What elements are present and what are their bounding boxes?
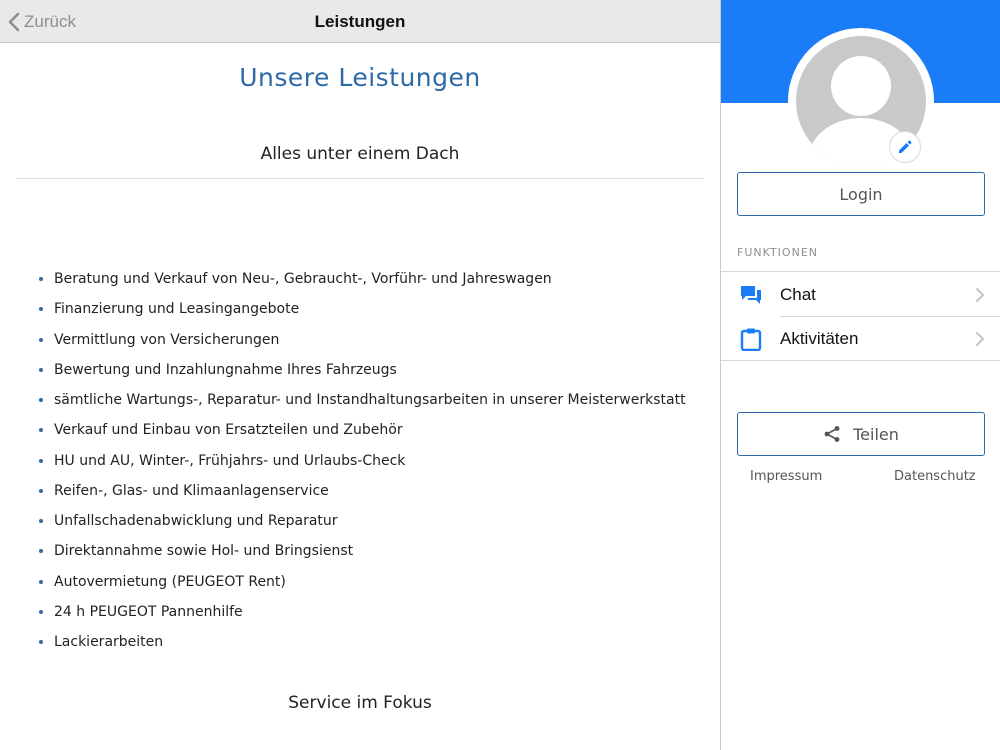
edit-avatar-button[interactable] bbox=[889, 131, 921, 163]
share-icon bbox=[823, 425, 841, 443]
back-label: Zurück bbox=[24, 11, 76, 31]
section-heading: Service im Fokus bbox=[288, 693, 432, 713]
section-label: FUNKTIONEN bbox=[737, 246, 818, 259]
login-button[interactable]: Login bbox=[737, 172, 985, 216]
chevron-right-icon bbox=[975, 331, 985, 347]
section-heading: Alles unter einem Dach bbox=[260, 144, 460, 164]
list-item: HU und AU, Winter-, Frühjahrs- und Urlaubs-Check bbox=[38, 451, 686, 481]
page-title: Leistungen bbox=[314, 12, 406, 31]
divider bbox=[721, 360, 1000, 361]
share-label: Teilen bbox=[853, 424, 899, 444]
list-item: sämtliche Wartungs-, Reparatur- und Instandhaltungsarbeiten in unserer Meisterwerkstatt bbox=[38, 390, 686, 420]
datenschutz-link[interactable]: Datenschutz bbox=[894, 469, 976, 484]
list-item: Reifen-, Glas- und Klimaanlagenservice bbox=[38, 481, 686, 511]
sidebar-panel bbox=[720, 0, 1000, 750]
menu-item-activities[interactable] bbox=[721, 317, 1000, 361]
list-item: Vermittlung von Versicherungen bbox=[38, 330, 686, 360]
list-item: Verkauf und Einbau von Ersatzteilen und Zubehör bbox=[38, 420, 686, 450]
list-item: Lackierarbeiten bbox=[38, 632, 686, 662]
content-heading: Unsere Leistungen bbox=[239, 63, 481, 92]
service-list bbox=[38, 269, 686, 662]
chevron-right-icon bbox=[975, 287, 985, 303]
list-item: Autovermietung (PEUGEOT Rent) bbox=[38, 572, 686, 602]
divider bbox=[16, 178, 704, 179]
menu-item-label: Chat bbox=[780, 285, 816, 304]
list-item: Unfallschadenabwicklung und Reparatur bbox=[38, 511, 686, 541]
impressum-link[interactable]: Impressum bbox=[750, 469, 823, 484]
list-item: Bewertung und Inzahlungnahme Ihres Fahrzeugs bbox=[38, 360, 686, 390]
content-area[interactable] bbox=[0, 43, 720, 750]
menu-item-chat[interactable] bbox=[721, 273, 1000, 317]
navigation-bar bbox=[0, 0, 720, 43]
list-item: Finanzierung und Leasingangebote bbox=[38, 299, 686, 329]
menu-item-label: Aktivitäten bbox=[780, 329, 859, 348]
chat-icon bbox=[739, 283, 763, 307]
clipboard-icon bbox=[739, 327, 763, 351]
list-item: Beratung und Verkauf von Neu-, Gebraucht-, Vorführ- und Jahreswagen bbox=[38, 269, 686, 299]
list-item: 24 h PEUGEOT Pannenhilfe bbox=[38, 602, 686, 632]
pencil-icon bbox=[897, 139, 913, 155]
share-button[interactable] bbox=[737, 412, 985, 456]
list-item: Direktannahme sowie Hol- und Bringsienst bbox=[38, 541, 686, 571]
divider bbox=[721, 271, 1000, 272]
